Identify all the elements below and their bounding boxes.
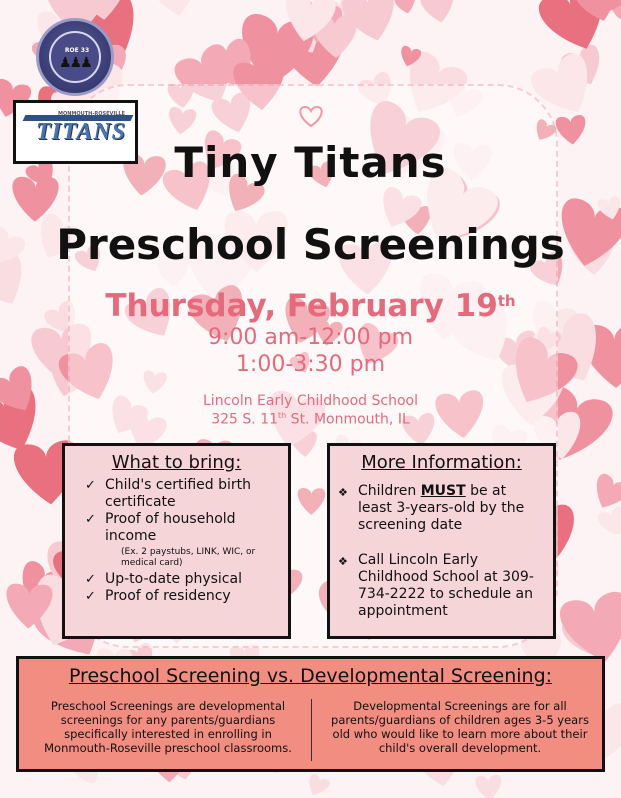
more-information-heading: More Information: [361, 452, 522, 473]
list-item [65, 571, 288, 588]
info-text-post: be at least 3-years-old by the screening date [358, 483, 525, 533]
address-prefix: 325 S. 11 [211, 411, 279, 428]
what-to-bring-list [65, 477, 288, 605]
preschool-screening-text: Preschool Screenings are developmental screenings for any parents/guardians specifically interested in enrolling in Monmouth-Roseville preschool classrooms. [44, 699, 292, 755]
school-logo-word: TITANS [36, 119, 127, 145]
list-item [65, 588, 288, 605]
column-divider [311, 699, 312, 761]
address-suffix: th [278, 411, 287, 420]
list-item [330, 483, 553, 534]
list-item [65, 477, 288, 511]
heart-icon [419, 0, 457, 26]
district-logo [36, 18, 114, 96]
comparison-columns [19, 699, 602, 769]
heart-icon [393, 0, 418, 16]
school-logo-small-text: MONMOUTH-ROSEVILLE [58, 111, 126, 117]
developmental-screening-text: Developmental Screenings are for all parents/guardians of children ages 3-5 years old who would like to learn more about their child's overall development. [331, 699, 589, 755]
location-name: Lincoln Early Childhood School [203, 393, 418, 409]
list-item-text: Child's certified birth certificate [105, 477, 252, 510]
diamond-bullet-icon: ❖ [338, 486, 348, 499]
heart-icon [150, 0, 201, 20]
info-text: Call Lincoln Early Childhood School at 309-734-2222 to schedule an appointment [358, 552, 534, 619]
comparison-box [16, 656, 605, 772]
flyer-title-line2: Preschool Screenings [56, 220, 565, 269]
more-information-list [330, 483, 553, 620]
diamond-bullet-icon: ❖ [338, 555, 348, 568]
morning-time: 9:00 am-12:00 pm [207, 325, 414, 350]
flyer-title-line1: Tiny Titans [174, 138, 447, 187]
list-item [330, 552, 553, 620]
checkmark-icon: ✓ [85, 478, 96, 493]
event-date-suffix: th [497, 292, 516, 310]
list-item [65, 511, 288, 545]
list-item-text: Proof of residency [105, 588, 231, 604]
heart-icon [304, 773, 331, 798]
location-address [0, 411, 621, 428]
address-rest: St. Monmouth, IL [286, 411, 410, 428]
list-item-text: Proof of household income [105, 511, 236, 544]
checkmark-icon: ✓ [85, 512, 96, 527]
list-item-text: Up-to-date physical [105, 571, 242, 587]
what-to-bring-box [62, 443, 291, 639]
event-date [0, 288, 621, 324]
income-note: (Ex. 2 paystubs, LINK, WIC, or medical card) [121, 547, 256, 568]
info-emphasis: MUST [420, 483, 466, 499]
what-to-bring-heading: What to bring: [111, 452, 242, 473]
district-logo-text: ROE 33 [64, 47, 90, 54]
afternoon-time: 1:00-3:30 pm [235, 352, 386, 377]
comparison-heading: Preschool Screening vs. Developmental Screening: [68, 665, 553, 687]
checkmark-icon: ✓ [85, 572, 96, 587]
event-date-text: Thursday, February 19 [105, 288, 498, 324]
checkmark-icon: ✓ [85, 589, 96, 604]
heart-icon [596, 505, 621, 540]
info-text-pre: Children [358, 483, 421, 499]
heart-icon [475, 775, 503, 798]
people-icon: ♟♟♟ [59, 55, 91, 71]
more-information-box [327, 443, 556, 639]
heart-icon [296, 104, 326, 128]
